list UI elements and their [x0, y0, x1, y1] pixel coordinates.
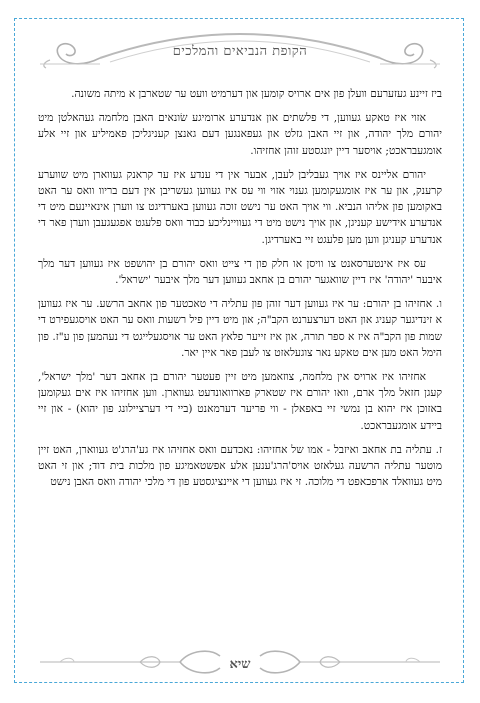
paragraph: יהורם אליינס איז אויך געבליבן לעבן, אבער אין די ענדע איז ער קראנק געווארן מיט שווערע קרענק, און ער איז אומגעקומען גענוי אזוי ווי עס איז געווען געשריבן אין דעם בריוו וואס ער האט באקומען פון אליהו הנביא. ווי אויך האט ער נישט זוכה געווען באערדיגט צו ווערן אינאיינעם מיט די אנדערע אידישע קעניגן, און אויך נישט מיט די געוויינליכע כבוד וואס פלעגט אפגעגעבן ווערן פאר די אנדערע קעניגן ווען מען פלעגט זיי באערדיגן.: [38, 168, 442, 246]
paragraph: ביז זיינע געזערעם וועלן פון אים ארויס קומען און דערמיט וועט ער שטארבן א מיתה משונה.: [71, 88, 442, 100]
paragraph-section-ahaziah: ו. אחזיהו בן יהורם: ער איז געווען דער זוהן פון עתליה די טאכטער פון אחאב הרשע. ער איז געווען א זינדיגער קעניג און האט דערצערנט הקב"ה; און מיט דיין פיל רשעות וואס ער האט אויסגעפירט די שמות פון הקב"ה איז א ספר תורה, און איז זייער פלאץ האט ער אויסגעלייגט די נעהמען פון ע"ז. פון הימל האט מען אים טאקע נאר צוגעלאזט צו לעבן פאר איין יאר.: [38, 298, 442, 359]
document-body: [38, 86, 442, 636]
paragraph-section-athaliah: ז. עתליה בת אחאב ואיזבל - אמו של אחזיהו: נאכדעם וואס אחזיהו איז גע'הרג'ט געווארן, האט זיין מוטער עתליה הרשעה געלאזט אויס'הרג'ענען אלע אפשטאמיגע פון מלכות בית דוד; און זי האט מיט געוואלד ארפכאפט די מלוכה. זי איז געווען די איינציגסטע פון די מלכי יהודה וואס האבן נישט: [38, 443, 442, 489]
page-header-title: הקופת הנביאים והמלכים: [172, 44, 308, 59]
paragraph: אזוי איז טאקע געווען, די פלשתים און אנדערע ארומיגע שׂונאים האבן מלחמה געהאלטן מיט יהורם מלך יהודה, און זיי האבן גזלט און געפאנגען דעם גאנצן קעניגליכן פאמיליע און זיי אלע אומגעבראכט; אויסער דיין יונגסטע זוהן אחזיהו.: [38, 112, 442, 157]
paragraph: אחזיהו איז ארויס אין מלחמה, צוזאמען מיט זיין פעטער יהורם בן אחאב דער 'מלך ישראל', קעגן חזאל מלך ארם, וואו יהורם איז שטארק פארוואונדעט געווארן. ווען אחזיהו איז אים געקומען באזוכן איז יהוא בן נמשי זיי באפאלן - ווי פריער דערמאנט (ביי די דערציילונג פון יהוא) - און זיי ביידע אומגעבראכט.: [38, 371, 442, 432]
page-number: שיא: [229, 657, 251, 672]
paragraph: עס איז אינטערסאנט צו וויסן או חלק פון די צייט וואס יהורם בן יהושפט איז געווען דער מלך איבער 'יהודה' איז דיין שוואגער יהורם בן אחאב געווען דער מלך איבער 'ישראל'.: [38, 257, 442, 287]
